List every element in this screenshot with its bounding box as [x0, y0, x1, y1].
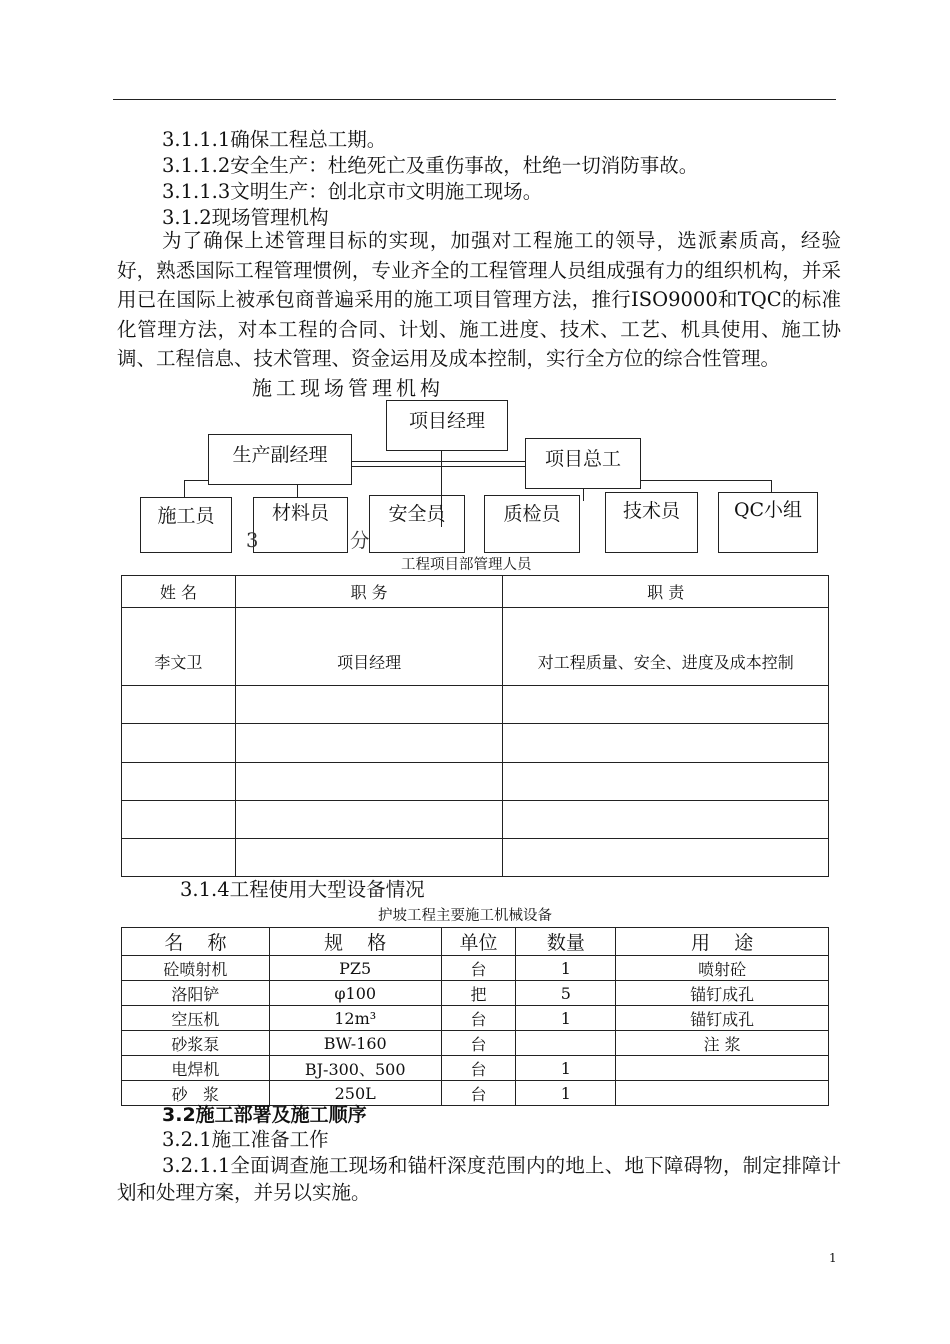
- header-rule: [113, 99, 836, 100]
- table-row: [122, 1031, 829, 1056]
- org-connector-left: [184, 480, 208, 481]
- table-cell: [235, 801, 503, 839]
- table-row: [122, 763, 829, 801]
- org-connector-left-drop: [184, 480, 185, 497]
- item-3-1-1-1: 3.1.1.1确保工程总工期。: [162, 128, 387, 151]
- staff-duty: 对工程质量、安全、进度及成本控制: [503, 608, 829, 686]
- equipment-spec: 250L: [269, 1081, 441, 1106]
- equipment-usage: 锚钉成孔: [616, 1006, 829, 1031]
- staff-table: [121, 575, 829, 877]
- obscured-heading-part-2: 分: [350, 529, 370, 552]
- equipment-spec: φ100: [269, 981, 441, 1006]
- org-connector-chief: [583, 489, 584, 501]
- equipment-unit: 台: [441, 956, 516, 981]
- header-quantity: 数量: [516, 928, 616, 956]
- staff-position: 项目经理: [235, 608, 503, 686]
- org-box-staff-5: [605, 492, 698, 553]
- staff-name: 李文卫: [122, 608, 236, 686]
- item-3-1-1-2: 3.1.1.2安全生产：杜绝死亡及重伤事故，杜绝一切消防事故。: [162, 154, 699, 177]
- header-usage: 用 途: [616, 928, 829, 956]
- equipment-name: 砂 浆: [122, 1081, 270, 1106]
- table-cell: [122, 686, 236, 724]
- table-row: [122, 686, 829, 724]
- org-connector-deputy: [297, 485, 298, 497]
- header-duty: 职 责: [503, 576, 829, 608]
- org-box-deputy: [208, 434, 352, 485]
- org-label-manager: 项目经理: [408, 410, 485, 432]
- org-box-staff-1: [140, 497, 232, 553]
- equipment-unit: 台: [441, 1056, 516, 1081]
- org-label-staff-3: 安全员: [388, 503, 446, 525]
- org-box-staff-3: [369, 495, 465, 553]
- equipment-quantity: 1: [516, 956, 616, 981]
- org-label-staff-1: 施工员: [157, 505, 215, 527]
- equipment-spec: BW-160: [269, 1031, 441, 1056]
- table-cell: [122, 839, 236, 877]
- equipment-spec: BJ-300、500: [269, 1056, 441, 1081]
- staff-table-caption: 工程项目部管理人员: [401, 557, 532, 573]
- equipment-quantity: 1: [516, 1006, 616, 1031]
- org-box-staff-4: [484, 495, 580, 553]
- intro-paragraph: 为了确保上述管理目标的实现，加强对工程施工的领导，选派素质高，经验好，熟悉国际工程管理惯例，专业齐全的工程管理人员组成强有力的组织机构，并采用已在国际上被承包商普遍采用的施工项目管理方法，推行ISO9000和TQC的标准化管理方法，对本工程的合同、计划、施工进度、技术、工艺、机具使用、施工协调、工程信息、技术管理、资金运用及成本控制，实行全方位的综合性管理。: [117, 229, 841, 370]
- table-row: [122, 608, 829, 686]
- obscured-heading-part-1: 3: [246, 529, 259, 552]
- table-row: [122, 724, 829, 763]
- equipment-unit: 台: [441, 1081, 516, 1106]
- header-spec: 规 格: [269, 928, 441, 956]
- org-label-staff-5: 技术员: [622, 500, 680, 522]
- table-row: [122, 1006, 829, 1031]
- heading-3-1-4: 3.1.4工程使用大型设备情况: [180, 878, 425, 901]
- org-box-chief-engineer: [525, 438, 641, 489]
- equipment-spec: 12m³: [269, 1006, 441, 1031]
- equipment-quantity: 5: [516, 981, 616, 1006]
- table-cell: [235, 686, 503, 724]
- equipment-name: 洛阳铲: [122, 981, 270, 1006]
- org-chart-title: 施工现场管理机构: [252, 376, 444, 400]
- equipment-table-caption: 护坡工程主要施工机械设备: [378, 908, 552, 924]
- table-cell: [503, 801, 829, 839]
- table-row: [122, 981, 829, 1006]
- header-unit: 单位: [441, 928, 516, 956]
- paragraph-3-2-1-1: 3.2.1.1全面调查施工现场和锚杆深度范围内的地上、地下障碍物，制定排障计划和处理方案，并另以实施。: [117, 1154, 841, 1204]
- org-box-staff-2: [253, 497, 348, 553]
- table-cell: [235, 839, 503, 877]
- org-label-deputy: 生产副经理: [232, 444, 328, 466]
- equipment-usage: 锚钉成孔: [616, 981, 829, 1006]
- equipment-name: 砼喷射机: [122, 956, 270, 981]
- org-box-manager: [386, 400, 508, 451]
- table-cell: [235, 724, 503, 763]
- table-cell: [122, 763, 236, 801]
- table-row: [122, 839, 829, 877]
- equipment-spec: PZ5: [269, 956, 441, 981]
- equipment-name: 砂浆泵: [122, 1031, 270, 1056]
- equipment-name: 电焊机: [122, 1056, 270, 1081]
- equipment-unit: 台: [441, 1006, 516, 1031]
- table-cell: [235, 763, 503, 801]
- staff-table-header: [122, 576, 829, 608]
- org-connector-h1: [352, 461, 525, 462]
- org-label-staff-6: QC小组: [733, 499, 803, 521]
- org-connector-h2: [352, 466, 525, 467]
- heading-3-1-2: 3.1.2现场管理机构: [162, 206, 329, 229]
- table-cell: [122, 801, 236, 839]
- org-connector-right-drop: [771, 480, 772, 492]
- equipment-unit: 台: [441, 1031, 516, 1056]
- header-name: 姓 名: [122, 576, 236, 608]
- page-number: 1: [829, 1251, 837, 1265]
- table-cell: [503, 686, 829, 724]
- equipment-table: [121, 927, 829, 1106]
- equipment-usage: 注 浆: [616, 1031, 829, 1056]
- equipment-usage: 喷射砼: [616, 956, 829, 981]
- equipment-usage: [616, 1081, 829, 1106]
- table-cell: [503, 724, 829, 763]
- header-equipment-name: 名 称: [122, 928, 270, 956]
- equipment-quantity: 1: [516, 1081, 616, 1106]
- equipment-quantity: [516, 1031, 616, 1056]
- org-label-staff-4: 质检员: [503, 503, 561, 525]
- org-label-chief-engineer: 项目总工: [544, 448, 621, 470]
- item-3-1-1-3: 3.1.1.3文明生产：创北京市文明施工现场。: [162, 180, 543, 203]
- heading-3-2-1: 3.2.1施工准备工作: [162, 1128, 329, 1151]
- header-position: 职 务: [235, 576, 503, 608]
- equipment-quantity: 1: [516, 1056, 616, 1081]
- equipment-table-header: [122, 928, 829, 956]
- table-cell: [122, 724, 236, 763]
- equipment-unit: 把: [441, 981, 516, 1006]
- table-cell: [503, 839, 829, 877]
- equipment-usage: [616, 1056, 829, 1081]
- org-label-staff-2: 材料员: [271, 502, 329, 524]
- table-row: [122, 801, 829, 839]
- org-box-staff-6: [718, 492, 818, 553]
- org-connector-right: [641, 480, 771, 481]
- table-row: [122, 956, 829, 981]
- table-row: [122, 1056, 829, 1081]
- heading-3-2: 3.2施工部署及施工顺序: [162, 1104, 367, 1126]
- table-cell: [503, 763, 829, 801]
- equipment-name: 空压机: [122, 1006, 270, 1031]
